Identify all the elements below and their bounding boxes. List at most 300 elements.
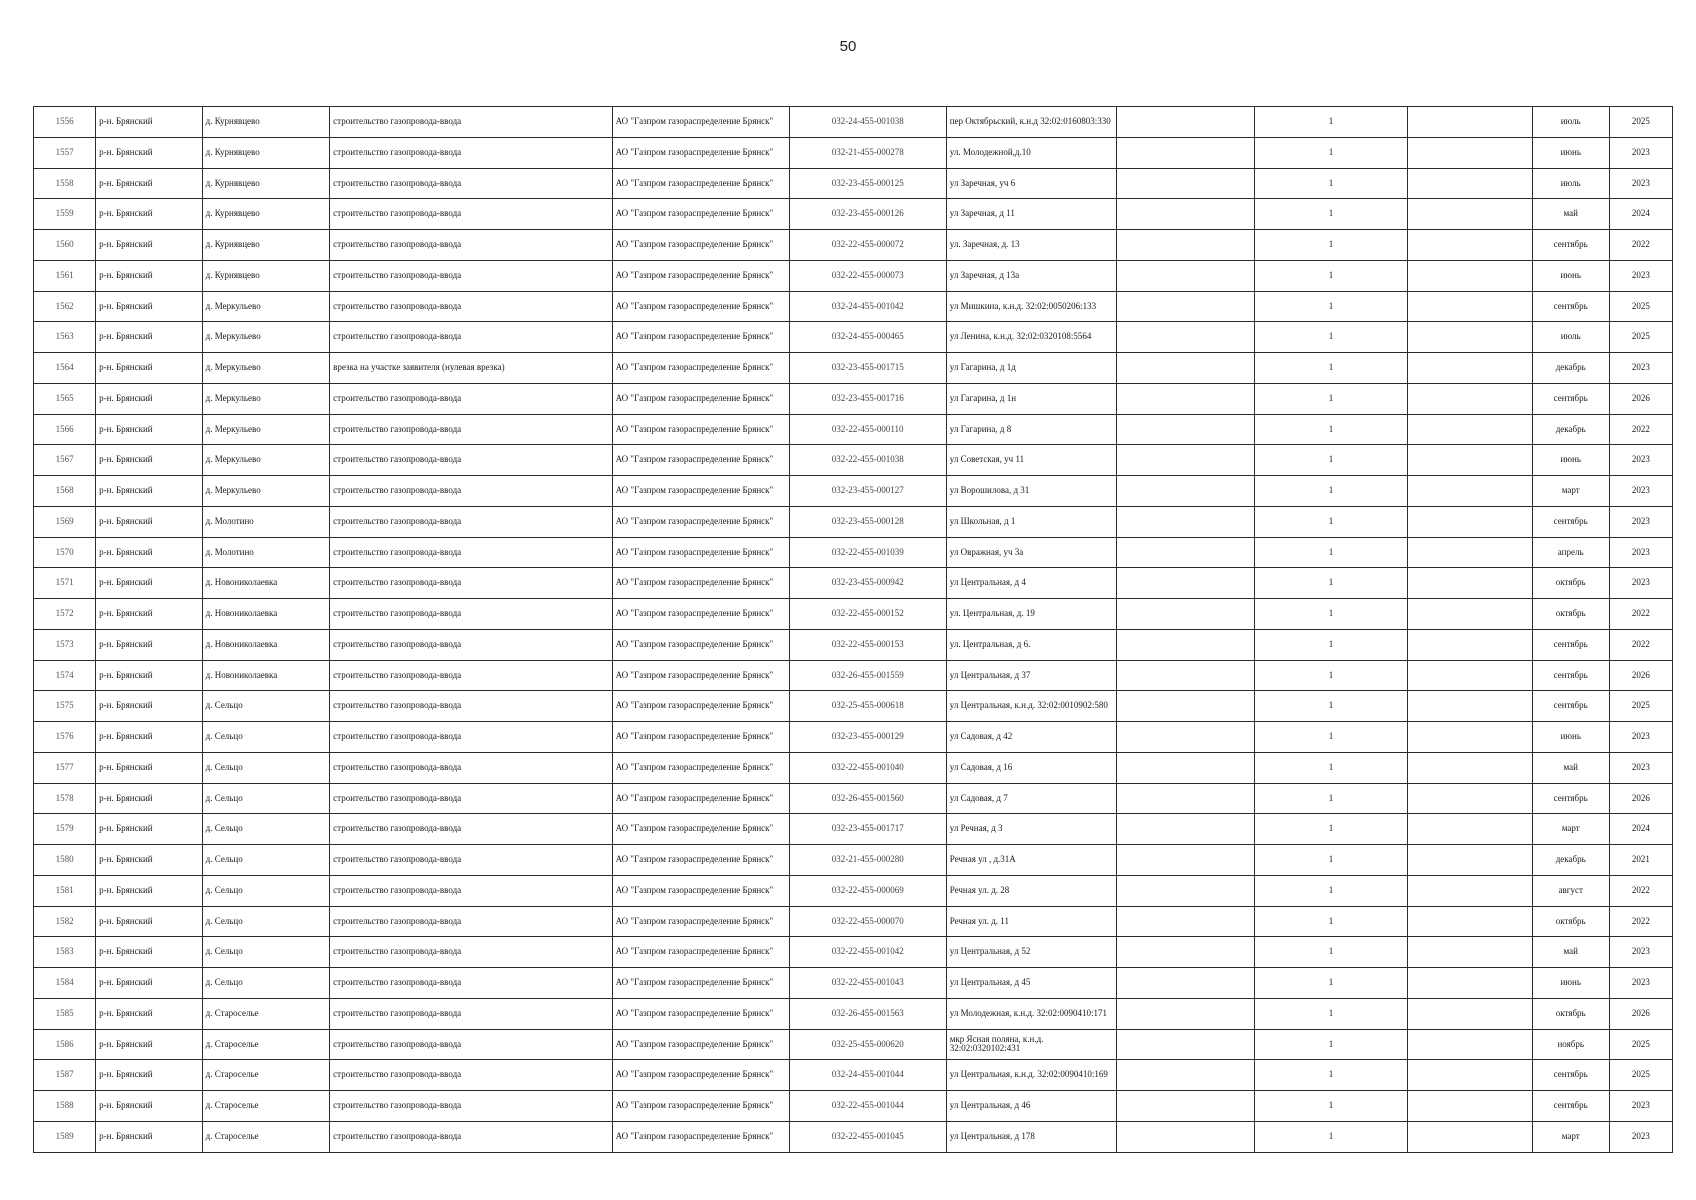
work-type-cell: строительство газопровода-ввода bbox=[330, 322, 612, 353]
locality-cell: д. Сельцо bbox=[202, 968, 330, 999]
locality-cell: д. Курнявцево bbox=[202, 168, 330, 199]
code-cell: 032-22-455-000072 bbox=[789, 230, 946, 261]
district-cell: р-н. Брянский bbox=[96, 537, 202, 568]
table-row bbox=[34, 660, 1673, 691]
table-row bbox=[34, 383, 1673, 414]
locality-cell: д. Староселье bbox=[202, 998, 330, 1029]
work-type-cell: строительство газопровода-ввода bbox=[330, 1060, 612, 1091]
locality-cell: д. Сельцо bbox=[202, 906, 330, 937]
address-cell: ул Заречная, д 13а bbox=[946, 260, 1117, 291]
address-cell: ул Садовая, д 7 bbox=[946, 783, 1117, 814]
code-cell: 032-22-455-000069 bbox=[789, 875, 946, 906]
code-cell: 032-23-455-001717 bbox=[789, 814, 946, 845]
district-cell: р-н. Брянский bbox=[96, 445, 202, 476]
address-cell: ул Центральная, к.н.д. 32:02:0010902:580 bbox=[946, 691, 1117, 722]
work-type-cell: строительство газопровода-ввода bbox=[330, 937, 612, 968]
empty-cell bbox=[1408, 230, 1532, 261]
quantity-cell: 1 bbox=[1254, 445, 1408, 476]
row-number: 1562 bbox=[34, 291, 96, 322]
quantity-cell: 1 bbox=[1254, 814, 1408, 845]
code-cell: 032-22-455-001039 bbox=[789, 537, 946, 568]
table-row bbox=[34, 1060, 1673, 1091]
year-cell: 2025 bbox=[1609, 107, 1672, 138]
month-cell: март bbox=[1532, 1121, 1609, 1152]
district-cell: р-н. Брянский bbox=[96, 107, 202, 138]
code-cell: 032-22-455-000110 bbox=[789, 414, 946, 445]
organization-cell: АО "Газпром газораспределение Брянск" bbox=[612, 291, 789, 322]
code-cell: 032-23-455-001715 bbox=[789, 353, 946, 384]
district-cell: р-н. Брянский bbox=[96, 476, 202, 507]
month-cell: март bbox=[1532, 814, 1609, 845]
row-number: 1560 bbox=[34, 230, 96, 261]
work-type-cell: строительство газопровода-ввода bbox=[330, 629, 612, 660]
organization-cell: АО "Газпром газораспределение Брянск" bbox=[612, 168, 789, 199]
table-row bbox=[34, 968, 1673, 999]
month-cell: май bbox=[1532, 752, 1609, 783]
quantity-cell: 1 bbox=[1254, 599, 1408, 630]
address-cell: ул Заречная, д 11 bbox=[946, 199, 1117, 230]
month-cell: июнь bbox=[1532, 968, 1609, 999]
empty-cell bbox=[1117, 291, 1254, 322]
organization-cell: АО "Газпром газораспределение Брянск" bbox=[612, 568, 789, 599]
code-cell: 032-23-455-000129 bbox=[789, 722, 946, 753]
district-cell: р-н. Брянский bbox=[96, 660, 202, 691]
empty-cell bbox=[1117, 937, 1254, 968]
row-number: 1566 bbox=[34, 414, 96, 445]
year-cell: 2022 bbox=[1609, 629, 1672, 660]
year-cell: 2022 bbox=[1609, 599, 1672, 630]
work-type-cell: строительство газопровода-ввода bbox=[330, 230, 612, 261]
year-cell: 2025 bbox=[1609, 1029, 1672, 1060]
month-cell: сентябрь bbox=[1532, 783, 1609, 814]
empty-cell bbox=[1408, 875, 1532, 906]
locality-cell: д. Сельцо bbox=[202, 845, 330, 876]
code-cell: 032-24-455-001038 bbox=[789, 107, 946, 138]
code-cell: 032-22-455-001040 bbox=[789, 752, 946, 783]
district-cell: р-н. Брянский bbox=[96, 383, 202, 414]
work-type-cell: строительство газопровода-ввода bbox=[330, 199, 612, 230]
empty-cell bbox=[1117, 845, 1254, 876]
empty-cell bbox=[1117, 1121, 1254, 1152]
district-cell: р-н. Брянский bbox=[96, 968, 202, 999]
locality-cell: д. Сельцо bbox=[202, 722, 330, 753]
district-cell: р-н. Брянский bbox=[96, 937, 202, 968]
empty-cell bbox=[1408, 691, 1532, 722]
empty-cell bbox=[1117, 998, 1254, 1029]
address-cell: ул Молодежная, к.н.д. 32:02:0090410:171 bbox=[946, 998, 1117, 1029]
month-cell: июнь bbox=[1532, 445, 1609, 476]
row-number: 1556 bbox=[34, 107, 96, 138]
locality-cell: д. Староселье bbox=[202, 1091, 330, 1122]
quantity-cell: 1 bbox=[1254, 107, 1408, 138]
year-cell: 2023 bbox=[1609, 353, 1672, 384]
empty-cell bbox=[1117, 476, 1254, 507]
address-cell: ул Центральная, к.н.д. 32:02:0090410:169 bbox=[946, 1060, 1117, 1091]
row-number: 1559 bbox=[34, 199, 96, 230]
year-cell: 2023 bbox=[1609, 1091, 1672, 1122]
locality-cell: д. Курнявцево bbox=[202, 260, 330, 291]
year-cell: 2026 bbox=[1609, 660, 1672, 691]
locality-cell: д. Новониколаевка bbox=[202, 629, 330, 660]
row-number: 1578 bbox=[34, 783, 96, 814]
empty-cell bbox=[1408, 476, 1532, 507]
district-cell: р-н. Брянский bbox=[96, 414, 202, 445]
table-row bbox=[34, 537, 1673, 568]
empty-cell bbox=[1408, 322, 1532, 353]
year-cell: 2022 bbox=[1609, 906, 1672, 937]
work-type-cell: строительство газопровода-ввода bbox=[330, 260, 612, 291]
code-cell: 032-23-455-001716 bbox=[789, 383, 946, 414]
organization-cell: АО "Газпром газораспределение Брянск" bbox=[612, 445, 789, 476]
locality-cell: д. Сельцо bbox=[202, 752, 330, 783]
work-type-cell: строительство газопровода-ввода bbox=[330, 383, 612, 414]
address-cell: ул Ленина, к.н.д. 32:02:0320108:5564 bbox=[946, 322, 1117, 353]
district-cell: р-н. Брянский bbox=[96, 1121, 202, 1152]
work-type-cell: врезка на участке заявителя (нулевая врезка) bbox=[330, 353, 612, 384]
locality-cell: д. Меркульево bbox=[202, 291, 330, 322]
empty-cell bbox=[1408, 353, 1532, 384]
month-cell: июнь bbox=[1532, 722, 1609, 753]
district-cell: р-н. Брянский bbox=[96, 506, 202, 537]
table-row bbox=[34, 722, 1673, 753]
code-cell: 032-26-455-001559 bbox=[789, 660, 946, 691]
work-type-cell: строительство газопровода-ввода bbox=[330, 906, 612, 937]
year-cell: 2024 bbox=[1609, 199, 1672, 230]
empty-cell bbox=[1117, 445, 1254, 476]
quantity-cell: 1 bbox=[1254, 875, 1408, 906]
row-number: 1577 bbox=[34, 752, 96, 783]
table-row bbox=[34, 814, 1673, 845]
quantity-cell: 1 bbox=[1254, 476, 1408, 507]
quantity-cell: 1 bbox=[1254, 353, 1408, 384]
organization-cell: АО "Газпром газораспределение Брянск" bbox=[612, 1121, 789, 1152]
empty-cell bbox=[1117, 814, 1254, 845]
district-cell: р-н. Брянский bbox=[96, 691, 202, 722]
code-cell: 032-22-455-001042 bbox=[789, 937, 946, 968]
address-cell: ул Центральная, д 45 bbox=[946, 968, 1117, 999]
work-type-cell: строительство газопровода-ввода bbox=[330, 599, 612, 630]
district-cell: р-н. Брянский bbox=[96, 568, 202, 599]
address-cell: Речная ул. д. 28 bbox=[946, 875, 1117, 906]
year-cell: 2023 bbox=[1609, 168, 1672, 199]
district-cell: р-н. Брянский bbox=[96, 599, 202, 630]
organization-cell: АО "Газпром газораспределение Брянск" bbox=[612, 906, 789, 937]
quantity-cell: 1 bbox=[1254, 783, 1408, 814]
empty-cell bbox=[1117, 599, 1254, 630]
locality-cell: д. Меркульево bbox=[202, 414, 330, 445]
code-cell: 032-22-455-000073 bbox=[789, 260, 946, 291]
row-number: 1588 bbox=[34, 1091, 96, 1122]
locality-cell: д. Меркульево bbox=[202, 322, 330, 353]
empty-cell bbox=[1408, 845, 1532, 876]
table-row bbox=[34, 291, 1673, 322]
year-cell: 2023 bbox=[1609, 937, 1672, 968]
address-cell: ул Садовая, д 16 bbox=[946, 752, 1117, 783]
empty-cell bbox=[1117, 199, 1254, 230]
empty-cell bbox=[1408, 291, 1532, 322]
year-cell: 2023 bbox=[1609, 537, 1672, 568]
month-cell: декабрь bbox=[1532, 414, 1609, 445]
month-cell: апрель bbox=[1532, 537, 1609, 568]
code-cell: 032-25-455-000620 bbox=[789, 1029, 946, 1060]
table-row bbox=[34, 1029, 1673, 1060]
work-type-cell: строительство газопровода-ввода bbox=[330, 291, 612, 322]
organization-cell: АО "Газпром газораспределение Брянск" bbox=[612, 137, 789, 168]
locality-cell: д. Новониколаевка bbox=[202, 568, 330, 599]
year-cell: 2024 bbox=[1609, 814, 1672, 845]
quantity-cell: 1 bbox=[1254, 568, 1408, 599]
code-cell: 032-21-455-000278 bbox=[789, 137, 946, 168]
month-cell: сентябрь bbox=[1532, 660, 1609, 691]
code-cell: 032-23-455-000125 bbox=[789, 168, 946, 199]
quantity-cell: 1 bbox=[1254, 291, 1408, 322]
organization-cell: АО "Газпром газораспределение Брянск" bbox=[612, 599, 789, 630]
address-cell: ул Центральная, д 37 bbox=[946, 660, 1117, 691]
table-row bbox=[34, 629, 1673, 660]
empty-cell bbox=[1117, 353, 1254, 384]
empty-cell bbox=[1408, 660, 1532, 691]
year-cell: 2023 bbox=[1609, 968, 1672, 999]
quantity-cell: 1 bbox=[1254, 752, 1408, 783]
code-cell: 032-23-455-000126 bbox=[789, 199, 946, 230]
year-cell: 2023 bbox=[1609, 568, 1672, 599]
month-cell: ноябрь bbox=[1532, 1029, 1609, 1060]
code-cell: 032-22-455-000152 bbox=[789, 599, 946, 630]
quantity-cell: 1 bbox=[1254, 414, 1408, 445]
empty-cell bbox=[1117, 107, 1254, 138]
locality-cell: д. Сельцо bbox=[202, 783, 330, 814]
address-cell: ул Школьная, д 1 bbox=[946, 506, 1117, 537]
empty-cell bbox=[1117, 783, 1254, 814]
table-row bbox=[34, 752, 1673, 783]
work-type-cell: строительство газопровода-ввода bbox=[330, 814, 612, 845]
month-cell: сентябрь bbox=[1532, 1091, 1609, 1122]
quantity-cell: 1 bbox=[1254, 260, 1408, 291]
table-row bbox=[34, 845, 1673, 876]
work-type-cell: строительство газопровода-ввода bbox=[330, 168, 612, 199]
address-cell: ул. Центральная, д. 19 bbox=[946, 599, 1117, 630]
work-type-cell: строительство газопровода-ввода bbox=[330, 845, 612, 876]
quantity-cell: 1 bbox=[1254, 722, 1408, 753]
row-number: 1563 bbox=[34, 322, 96, 353]
empty-cell bbox=[1408, 752, 1532, 783]
page-number: 50 bbox=[839, 38, 857, 55]
registry-rows bbox=[34, 107, 1673, 1153]
organization-cell: АО "Газпром газораспределение Брянск" bbox=[612, 814, 789, 845]
empty-cell bbox=[1408, 998, 1532, 1029]
empty-cell bbox=[1117, 137, 1254, 168]
work-type-cell: строительство газопровода-ввода bbox=[330, 691, 612, 722]
empty-cell bbox=[1408, 968, 1532, 999]
row-number: 1574 bbox=[34, 660, 96, 691]
quantity-cell: 1 bbox=[1254, 660, 1408, 691]
empty-cell bbox=[1117, 691, 1254, 722]
row-number: 1581 bbox=[34, 875, 96, 906]
empty-cell bbox=[1117, 1060, 1254, 1091]
empty-cell bbox=[1117, 752, 1254, 783]
empty-cell bbox=[1408, 629, 1532, 660]
organization-cell: АО "Газпром газораспределение Брянск" bbox=[612, 691, 789, 722]
empty-cell bbox=[1408, 722, 1532, 753]
address-cell: ул Заречная, уч 6 bbox=[946, 168, 1117, 199]
table-row bbox=[34, 1121, 1673, 1152]
table-row bbox=[34, 322, 1673, 353]
code-cell: 032-22-455-001038 bbox=[789, 445, 946, 476]
table-row bbox=[34, 199, 1673, 230]
organization-cell: АО "Газпром газораспределение Брянск" bbox=[612, 629, 789, 660]
table-row bbox=[34, 998, 1673, 1029]
work-type-cell: строительство газопровода-ввода bbox=[330, 875, 612, 906]
district-cell: р-н. Брянский bbox=[96, 260, 202, 291]
district-cell: р-н. Брянский bbox=[96, 845, 202, 876]
empty-cell bbox=[1117, 414, 1254, 445]
district-cell: р-н. Брянский bbox=[96, 137, 202, 168]
month-cell: сентябрь bbox=[1532, 691, 1609, 722]
locality-cell: д. Сельцо bbox=[202, 875, 330, 906]
row-number: 1582 bbox=[34, 906, 96, 937]
empty-cell bbox=[1117, 260, 1254, 291]
row-number: 1586 bbox=[34, 1029, 96, 1060]
locality-cell: д. Новониколаевка bbox=[202, 599, 330, 630]
address-cell: ул Ворошилова, д 31 bbox=[946, 476, 1117, 507]
registry-table bbox=[33, 106, 1673, 1153]
organization-cell: АО "Газпром газораспределение Брянск" bbox=[612, 783, 789, 814]
month-cell: октябрь bbox=[1532, 906, 1609, 937]
district-cell: р-н. Брянский bbox=[96, 814, 202, 845]
row-number: 1573 bbox=[34, 629, 96, 660]
quantity-cell: 1 bbox=[1254, 322, 1408, 353]
quantity-cell: 1 bbox=[1254, 1121, 1408, 1152]
empty-cell bbox=[1408, 814, 1532, 845]
year-cell: 2023 bbox=[1609, 1121, 1672, 1152]
month-cell: сентябрь bbox=[1532, 1060, 1609, 1091]
quantity-cell: 1 bbox=[1254, 845, 1408, 876]
row-number: 1576 bbox=[34, 722, 96, 753]
quantity-cell: 1 bbox=[1254, 199, 1408, 230]
empty-cell bbox=[1408, 506, 1532, 537]
work-type-cell: строительство газопровода-ввода bbox=[330, 107, 612, 138]
row-number: 1572 bbox=[34, 599, 96, 630]
year-cell: 2021 bbox=[1609, 845, 1672, 876]
row-number: 1570 bbox=[34, 537, 96, 568]
month-cell: май bbox=[1532, 937, 1609, 968]
code-cell: 032-24-455-001044 bbox=[789, 1060, 946, 1091]
row-number: 1575 bbox=[34, 691, 96, 722]
month-cell: июль bbox=[1532, 322, 1609, 353]
empty-cell bbox=[1117, 230, 1254, 261]
address-cell: ул Гагарина, д 8 bbox=[946, 414, 1117, 445]
year-cell: 2026 bbox=[1609, 998, 1672, 1029]
code-cell: 032-22-455-001043 bbox=[789, 968, 946, 999]
row-number: 1571 bbox=[34, 568, 96, 599]
year-cell: 2026 bbox=[1609, 783, 1672, 814]
organization-cell: АО "Газпром газораспределение Брянск" bbox=[612, 998, 789, 1029]
address-cell: ул Центральная, д 4 bbox=[946, 568, 1117, 599]
organization-cell: АО "Газпром газораспределение Брянск" bbox=[612, 506, 789, 537]
empty-cell bbox=[1408, 783, 1532, 814]
quantity-cell: 1 bbox=[1254, 1029, 1408, 1060]
table-row bbox=[34, 168, 1673, 199]
work-type-cell: строительство газопровода-ввода bbox=[330, 476, 612, 507]
work-type-cell: строительство газопровода-ввода bbox=[330, 537, 612, 568]
quantity-cell: 1 bbox=[1254, 906, 1408, 937]
quantity-cell: 1 bbox=[1254, 137, 1408, 168]
address-cell: ул Гагарина, д 1д bbox=[946, 353, 1117, 384]
table-row bbox=[34, 783, 1673, 814]
empty-cell bbox=[1408, 107, 1532, 138]
empty-cell bbox=[1408, 599, 1532, 630]
table-row bbox=[34, 937, 1673, 968]
empty-cell bbox=[1117, 1091, 1254, 1122]
address-cell: ул Мишкина, к.н.д. 32:02:0050206:133 bbox=[946, 291, 1117, 322]
organization-cell: АО "Газпром газораспределение Брянск" bbox=[612, 968, 789, 999]
locality-cell: д. Меркульево bbox=[202, 353, 330, 384]
district-cell: р-н. Брянский bbox=[96, 722, 202, 753]
locality-cell: д. Меркульево bbox=[202, 445, 330, 476]
row-number: 1567 bbox=[34, 445, 96, 476]
organization-cell: АО "Газпром газораспределение Брянск" bbox=[612, 230, 789, 261]
address-cell: Речная ул , д.31А bbox=[946, 845, 1117, 876]
empty-cell bbox=[1117, 322, 1254, 353]
month-cell: октябрь bbox=[1532, 568, 1609, 599]
organization-cell: АО "Газпром газораспределение Брянск" bbox=[612, 845, 789, 876]
empty-cell bbox=[1117, 629, 1254, 660]
month-cell: сентябрь bbox=[1532, 230, 1609, 261]
organization-cell: АО "Газпром газораспределение Брянск" bbox=[612, 1060, 789, 1091]
table-row bbox=[34, 230, 1673, 261]
empty-cell bbox=[1408, 168, 1532, 199]
locality-cell: д. Молотино bbox=[202, 506, 330, 537]
table-row bbox=[34, 906, 1673, 937]
empty-cell bbox=[1408, 383, 1532, 414]
empty-cell bbox=[1117, 506, 1254, 537]
empty-cell bbox=[1117, 537, 1254, 568]
year-cell: 2023 bbox=[1609, 476, 1672, 507]
organization-cell: АО "Газпром газораспределение Брянск" bbox=[612, 260, 789, 291]
quantity-cell: 1 bbox=[1254, 537, 1408, 568]
district-cell: р-н. Брянский bbox=[96, 168, 202, 199]
row-number: 1568 bbox=[34, 476, 96, 507]
work-type-cell: строительство газопровода-ввода bbox=[330, 414, 612, 445]
table-row bbox=[34, 445, 1673, 476]
address-cell: ул Центральная, д 178 bbox=[946, 1121, 1117, 1152]
quantity-cell: 1 bbox=[1254, 230, 1408, 261]
work-type-cell: строительство газопровода-ввода bbox=[330, 998, 612, 1029]
work-type-cell: строительство газопровода-ввода bbox=[330, 968, 612, 999]
empty-cell bbox=[1117, 660, 1254, 691]
locality-cell: д. Новониколаевка bbox=[202, 660, 330, 691]
work-type-cell: строительство газопровода-ввода bbox=[330, 752, 612, 783]
table-row bbox=[34, 599, 1673, 630]
district-cell: р-н. Брянский bbox=[96, 906, 202, 937]
organization-cell: АО "Газпром газораспределение Брянск" bbox=[612, 107, 789, 138]
year-cell: 2023 bbox=[1609, 722, 1672, 753]
address-cell: ул Овражная, уч 3а bbox=[946, 537, 1117, 568]
month-cell: декабрь bbox=[1532, 845, 1609, 876]
year-cell: 2023 bbox=[1609, 445, 1672, 476]
address-cell: ул Речная, д 3 bbox=[946, 814, 1117, 845]
quantity-cell: 1 bbox=[1254, 968, 1408, 999]
code-cell: 032-22-455-001044 bbox=[789, 1091, 946, 1122]
quantity-cell: 1 bbox=[1254, 1091, 1408, 1122]
district-cell: р-н. Брянский bbox=[96, 353, 202, 384]
quantity-cell: 1 bbox=[1254, 506, 1408, 537]
empty-cell bbox=[1117, 906, 1254, 937]
locality-cell: д. Сельцо bbox=[202, 814, 330, 845]
table-row bbox=[34, 414, 1673, 445]
empty-cell bbox=[1408, 260, 1532, 291]
empty-cell bbox=[1408, 537, 1532, 568]
